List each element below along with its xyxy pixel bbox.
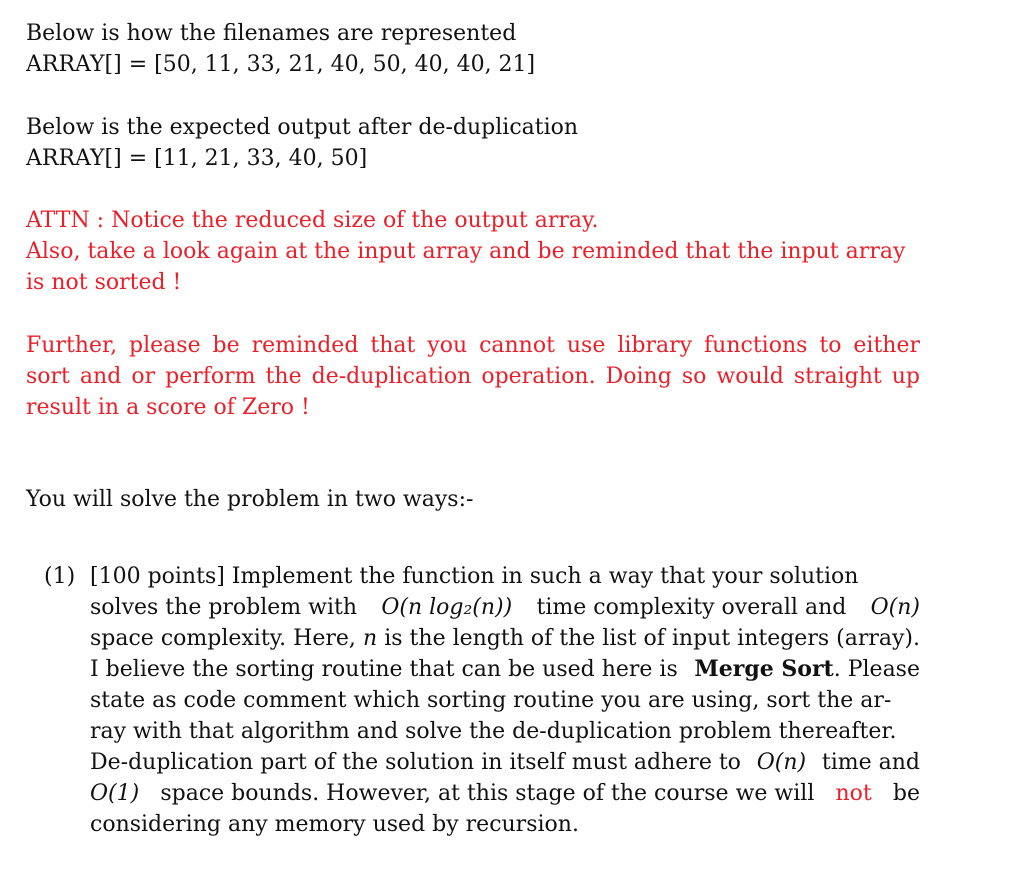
space-complexity-math: O(n) — [870, 595, 920, 620]
item-1-line-3-b: is the length of the list of input integers (array). — [384, 626, 920, 651]
dedup-space-math: O(1) — [90, 781, 140, 806]
attn-line-1: ATTN : Notice the reduced size of the output array. — [26, 208, 599, 233]
item-1-line-9-text: considering any memory used by recursion. — [90, 812, 579, 837]
item-1-line-5 — [90, 685, 920, 716]
not-red-word: not — [835, 781, 872, 806]
item-1-line-3-a: space complexity. Here, — [90, 626, 356, 651]
item-1-line-8 — [90, 778, 920, 809]
output-array-line: ARRAY[] = [11, 21, 33, 40, 50] — [26, 146, 368, 171]
dedup-time-math: O(n) — [756, 750, 807, 775]
item-1-line-4-a: I believe the sorting routine that can be used here is — [90, 657, 678, 682]
further-line-1: Further, please be reminded that you cannot use library functions to either — [26, 333, 920, 358]
item-1-line-1 — [90, 561, 920, 592]
item-1-line-4 — [90, 654, 920, 685]
time-complexity-math: O(n log₂(n)) — [381, 595, 513, 620]
item-1-line-5-text: state as code comment which sorting routine you are using, sort the ar- — [90, 688, 892, 713]
attn-line-2: Also, take a look again at the input array and be reminded that the input array — [26, 239, 906, 264]
further-line-2: sort and or perform the de-duplication operation. Doing so would straight up — [26, 364, 920, 389]
further-line-3: result in a score of Zero ! — [26, 395, 310, 420]
intro-line-3: Below is the expected output after de-duplication — [26, 115, 579, 140]
item-1-line-4-b: . Please — [833, 657, 920, 682]
item-1-line-3 — [90, 623, 920, 654]
item-1-line-8-a: space bounds. However, at this stage of the course we will — [160, 781, 815, 806]
item-1-line-6 — [90, 716, 920, 747]
item-1-line-7 — [90, 747, 920, 778]
item-1-line-9 — [90, 809, 920, 840]
item-1-line-2-a: solves the problem with — [90, 595, 358, 620]
item-1-line-6-text: ray with that algorithm and solve the de-duplication problem thereafter. — [90, 719, 897, 744]
item-1-line-8-b: be — [892, 781, 920, 806]
n-variable-math: n — [362, 626, 378, 651]
item-1-line-1-text: [100 points] Implement the function in such a way that your solution — [90, 564, 859, 589]
item-1-line-7-b: time and — [821, 750, 920, 775]
merge-sort-bold: Merge Sort — [694, 656, 834, 682]
item-1-number: (1) — [44, 564, 76, 589]
item-1-line-7-a: De-duplication part of the solution in itself must adhere to — [90, 750, 741, 775]
item-1-line-2 — [90, 592, 920, 623]
solve-intro: You will solve the problem in two ways:- — [26, 487, 474, 512]
input-array-line: ARRAY[] = [50, 11, 33, 21, 40, 50, 40, 40, 21] — [26, 52, 536, 77]
item-1-line-2-b: time complexity overall and — [536, 595, 847, 620]
attn-line-3: is not sorted ! — [26, 270, 182, 295]
intro-line-1: Below is how the filenames are represented — [26, 21, 517, 46]
